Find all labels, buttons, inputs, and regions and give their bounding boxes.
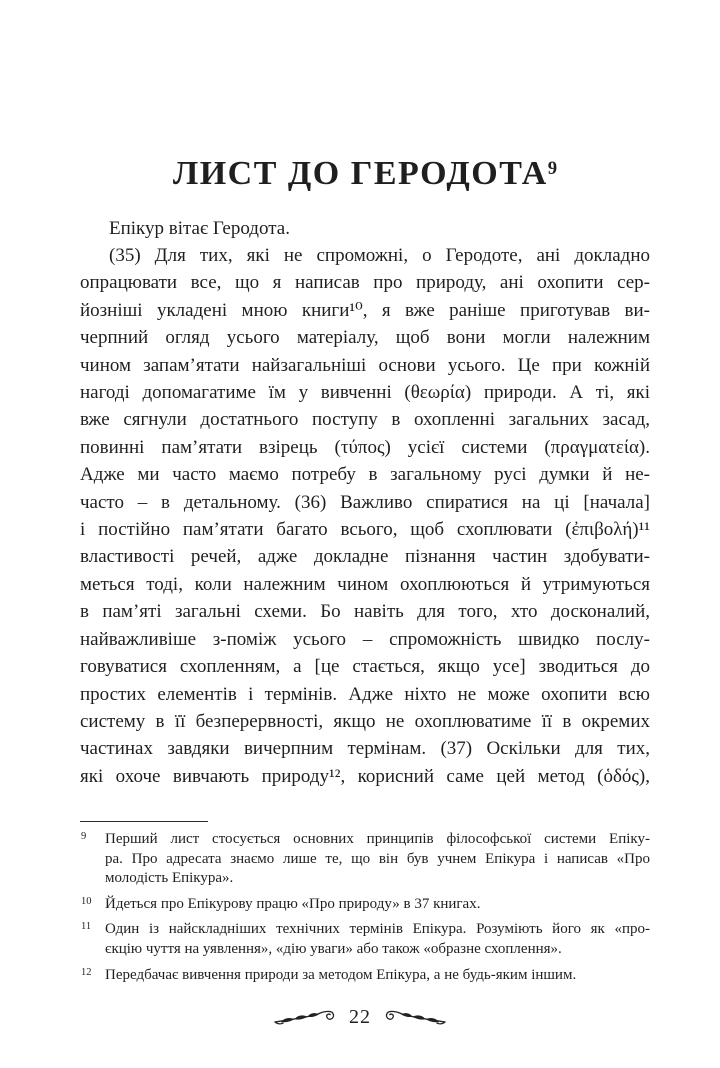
footnote-10	[80, 895, 650, 915]
footnote-text	[105, 966, 650, 986]
text-line: ра. Про адресата знаємо лише те, що він був учнем Епікура і написав «Про	[105, 850, 650, 867]
text-line: нагоді допомагатиме їм у вивченні (θεωρία) природи. А ті, які	[80, 382, 650, 404]
text-line: часто – в детальному. (36) Важливо спиратися на ці [начала]	[80, 491, 650, 513]
text-line: єкцію чуття на уявлення», «дію уваги» або також «образне схоплення».	[105, 940, 562, 957]
text-line: які охоче вивчають природу¹², корисний саме цей метод (ὁδός),	[80, 765, 650, 787]
page-title	[80, 155, 650, 193]
text-line: простих елементів і термінів. Адже ніхто не може охопити всю	[80, 683, 650, 705]
text-line: і постійно пам’ятати багато всього, щоб схоплювати (ἐπιβολή)¹¹	[80, 519, 650, 541]
text-line: йозніші укладені мною книги¹⁰, я вже раніше приготував ви-	[80, 299, 650, 321]
text-line: частинах завдяки вичерпним термінам. (37) Оскільки для тих,	[80, 738, 650, 760]
text-line: Йдеться про Епікурову працю «Про природу» в 37 книгах.	[105, 895, 481, 912]
text-line: Один із найскладніших технічних термінів Епікура. Розуміють його як «про-	[105, 921, 650, 938]
page-number: 22	[349, 1005, 371, 1028]
text-line: чином запам’ятати найзагальніші основи усього. Це при кожній	[80, 354, 650, 376]
page-title-text: ЛИСТ ДО ГЕРОДОТА	[172, 154, 548, 192]
footnote-9	[80, 830, 650, 889]
text-line: повинні пам’ятати взірець (τύπος) усієї системи (πραγματεία).	[80, 436, 650, 458]
text-line: найважливіше з-поміж усього – спроможність швидко послу-	[80, 628, 650, 650]
title-footnote-ref: 9	[547, 158, 558, 180]
footnote-marker: 10	[81, 895, 92, 907]
paragraph-35-37	[80, 242, 650, 790]
footnote-text	[105, 920, 650, 959]
footnote-marker: 11	[81, 921, 92, 933]
text-line: говуватися схопленням, а [це стається, якщо усе] зводиться до	[80, 656, 650, 678]
page-footer	[0, 1001, 720, 1033]
salutation-line: Епікур вітає Геродота.	[109, 218, 290, 239]
flourish-left-icon	[274, 1007, 338, 1027]
text-line: Перший лист стосується основних принципів філософської системи Епіку-	[105, 831, 650, 847]
text-line: черпний огляд усього матеріалу, щоб вони могли належним	[80, 327, 650, 349]
footnote-text	[105, 895, 650, 915]
text-line: систему в її безперервності, якщо не охоплюватиме її в окремих	[80, 710, 650, 732]
footnote-text	[105, 830, 650, 889]
footnote-12	[80, 966, 650, 986]
text-line: меться тоді, коли належним чином охоплюються й утримуються	[80, 573, 650, 595]
text-line: в пам’яті загальні схеми. Бо навіть для того, хто досконалий,	[80, 601, 650, 623]
text-line: вже сягнули достатнього поступу в охопленні загальних засад,	[80, 409, 650, 431]
text-line: молодість Епікура».	[105, 870, 234, 887]
footnote-separator-rule	[80, 821, 208, 822]
text-line: (35) Для тих, які не спроможні, о Геродоте, ані докладно	[109, 245, 650, 266]
text-line: Передбачає вивчення природи за методом Епікура, а не будь-яким іншим.	[105, 966, 577, 983]
text-line: опрацювати все, що я написав про природу, ані охопити сер-	[80, 272, 650, 294]
footnote-marker: 9	[81, 831, 87, 842]
footnote-11	[80, 920, 650, 959]
flourish-right-icon	[382, 1007, 446, 1027]
text-line: Адже ми часто маємо потребу в загальному русі думки й не-	[80, 464, 650, 486]
text-line: властивості речей, адже докладне пізнання частин здобувати-	[80, 546, 650, 568]
footnote-marker: 12	[81, 966, 92, 978]
footnotes-section	[80, 830, 650, 991]
